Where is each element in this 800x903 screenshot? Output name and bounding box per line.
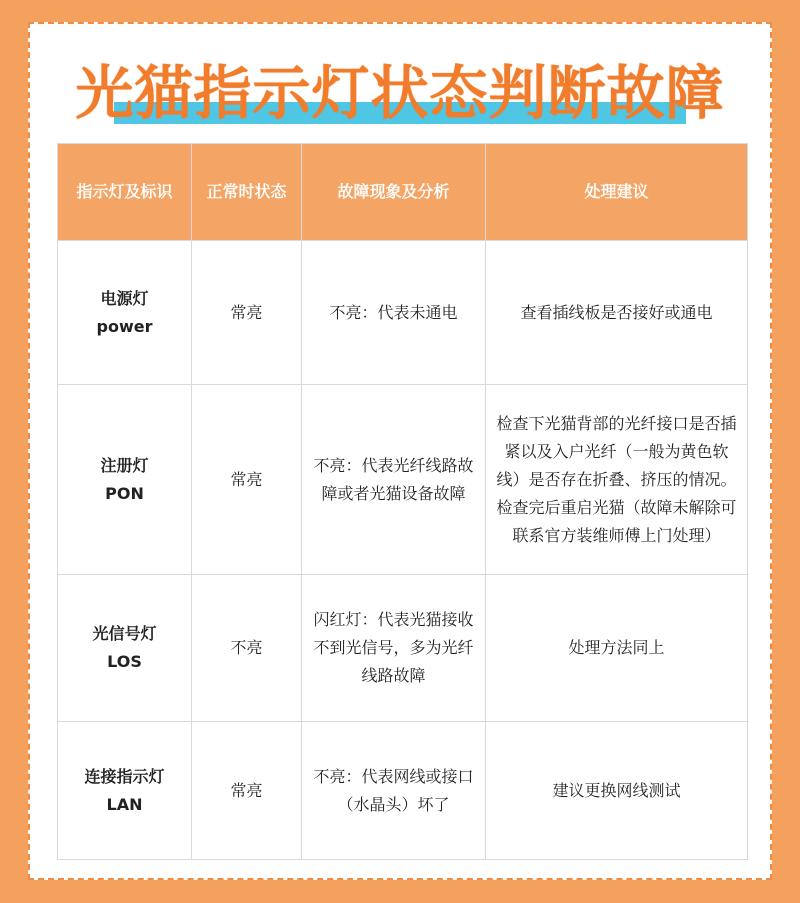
fault-table	[57, 143, 748, 860]
advice-text: 查看插线板是否接好或通电	[520, 302, 713, 322]
normal-state-cell: 常亮	[192, 241, 302, 385]
indicator-cell	[58, 241, 192, 385]
table-row	[58, 385, 748, 575]
fault-cell	[302, 722, 486, 860]
header-advice: 处理建议	[486, 144, 748, 241]
indicator-code: LOS	[107, 652, 142, 671]
normal-state-cell: 常亮	[192, 722, 302, 860]
fault-text: 闪红灯：代表光猫接收不到光信号，多为光纤线路故障	[313, 610, 474, 685]
header-fault-analysis: 故障现象及分析	[302, 144, 486, 241]
advice-text: 建议更换网线测试	[552, 780, 681, 800]
indicator-name: 注册灯	[100, 455, 149, 475]
fault-text: 不亮：代表网线或接口（水晶头）坏了	[313, 766, 474, 814]
indicator-name: 电源灯	[100, 288, 149, 308]
indicator-cell	[58, 722, 192, 860]
header-normal-state: 正常时状态	[192, 144, 302, 241]
table-row	[58, 722, 748, 860]
table-row	[58, 241, 748, 385]
indicator-cell	[58, 575, 192, 722]
indicator-code: LAN	[106, 794, 143, 814]
advice-cell	[486, 385, 748, 575]
indicator-cell	[58, 385, 192, 575]
indicator-name: 连接指示灯	[84, 766, 165, 786]
indicator-code: power	[96, 316, 153, 336]
table-row	[58, 575, 748, 722]
normal-state-cell: 不亮	[192, 575, 302, 722]
fault-cell	[302, 575, 486, 722]
indicator-code: PON	[105, 483, 144, 503]
indicator-name: 光信号灯	[92, 624, 157, 643]
table-header-row	[58, 144, 748, 241]
advice-cell	[486, 722, 748, 860]
advice-cell	[486, 575, 748, 722]
fault-cell	[302, 385, 486, 575]
page-title: 光猫指示灯状态判断故障	[75, 59, 725, 127]
title-area	[0, 60, 800, 130]
fault-cell	[302, 241, 486, 385]
advice-text: 检查下光猫背部的光纤接口是否插紧以及入户光纤（一般为黄色软线）是否存在折叠、挤压的情况。检查完后重启光猫（故障未解除可联系官方装维师傅上门处理）	[496, 413, 737, 545]
advice-cell	[486, 241, 748, 385]
normal-state-cell: 常亮	[192, 385, 302, 575]
header-indicator: 指示灯及标识	[58, 144, 192, 241]
advice-text: 处理方法同上	[568, 638, 665, 657]
fault-text: 不亮：代表光纤线路故障或者光猫设备故障	[313, 455, 474, 503]
fault-text: 不亮：代表未通电	[329, 302, 458, 322]
